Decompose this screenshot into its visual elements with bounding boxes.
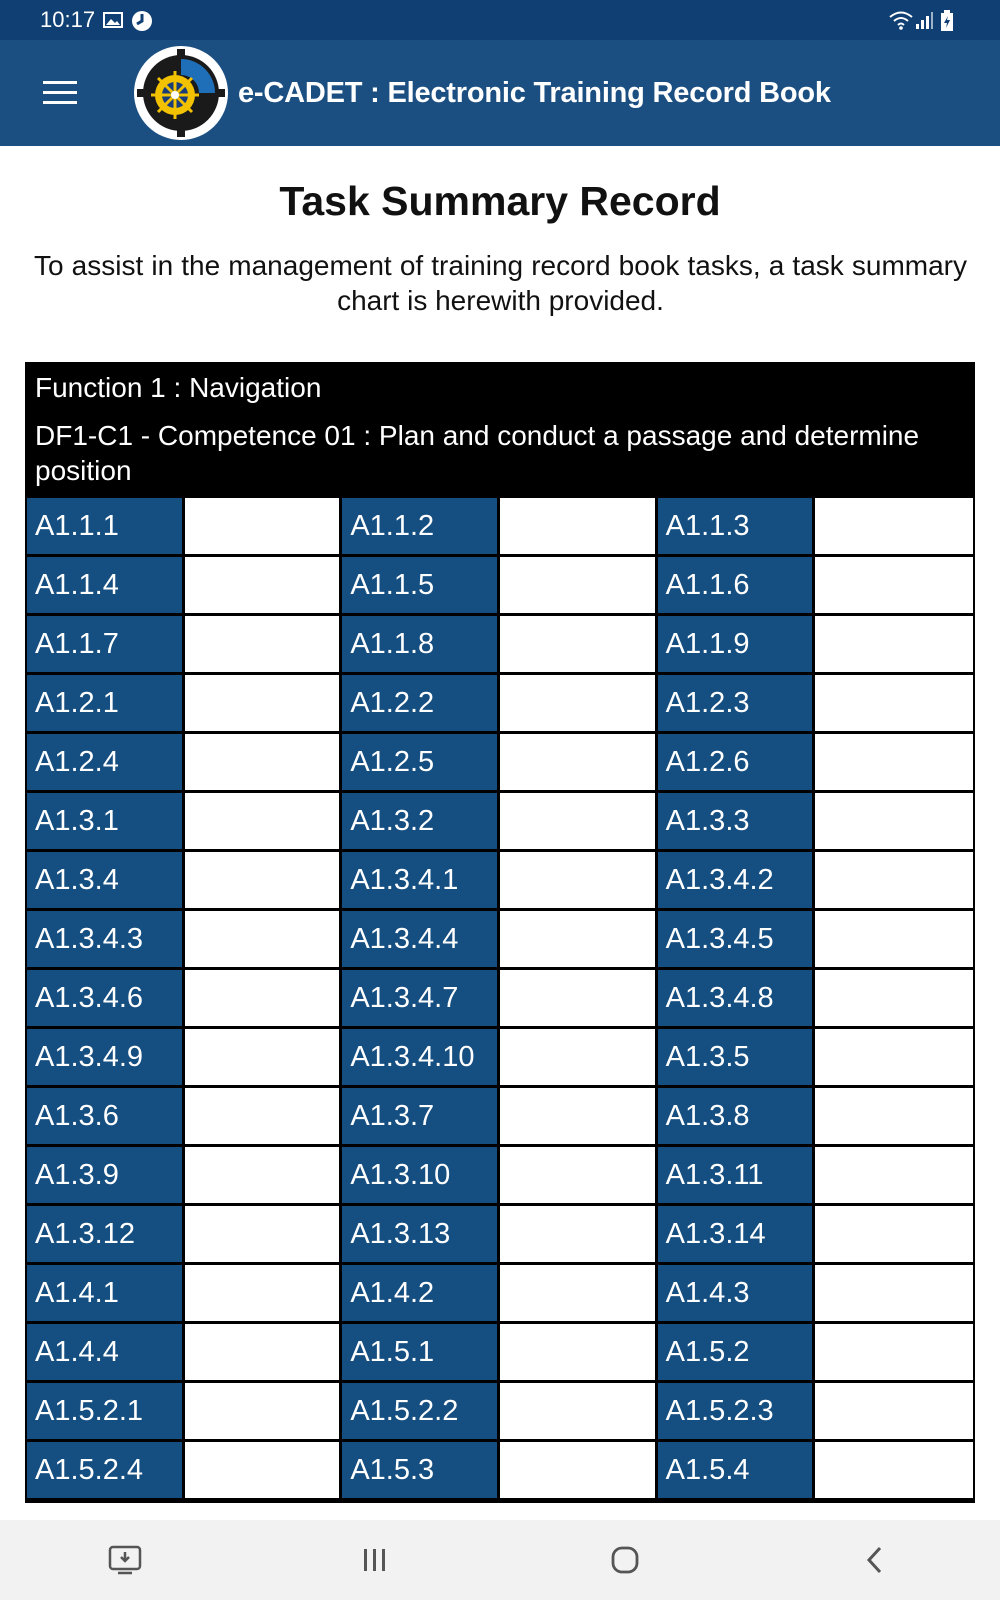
task-code-cell[interactable]: A1.3.4.4 [342,911,500,970]
app-logo [134,46,228,140]
task-code-cell[interactable]: A1.3.4.8 [658,970,816,1029]
task-code-cell[interactable]: A1.2.3 [658,675,816,734]
task-code-cell[interactable]: A1.2.1 [27,675,185,734]
task-status-cell[interactable] [185,1383,343,1442]
task-code-cell[interactable]: A1.1.4 [27,557,185,616]
task-status-cell[interactable] [185,1088,343,1147]
task-code-cell[interactable]: A1.1.6 [658,557,816,616]
task-status-cell[interactable] [500,557,658,616]
task-status-cell[interactable] [500,1265,658,1324]
system-nav-bar [0,1520,1000,1600]
screenshot-keyboard-icon[interactable] [90,1530,160,1590]
task-status-cell[interactable] [815,793,973,852]
task-code-cell[interactable]: A1.3.4.9 [27,1029,185,1088]
task-status-cell[interactable] [500,970,658,1029]
wifi-icon [888,10,908,30]
task-status-cell[interactable] [815,1206,973,1265]
task-code-cell[interactable]: A1.1.8 [342,616,500,675]
page-title: Task Summary Record [279,178,721,224]
task-code-cell[interactable]: A1.3.8 [658,1088,816,1147]
function-label: Function 1 : Navigation [35,372,322,403]
task-status-cell[interactable] [815,734,973,793]
task-code-cell[interactable]: A1.3.2 [342,793,500,852]
task-status-cell[interactable] [500,852,658,911]
task-code-cell[interactable]: A1.2.5 [342,734,500,793]
task-status-cell[interactable] [185,1029,343,1088]
task-code-cell[interactable]: A1.3.14 [658,1206,816,1265]
signal-icon [914,10,934,30]
task-status-cell[interactable] [185,852,343,911]
task-status-cell[interactable] [185,1442,343,1501]
task-code-cell[interactable]: A1.5.2 [658,1324,816,1383]
task-status-cell[interactable] [500,616,658,675]
task-code-cell[interactable]: A1.3.4.1 [342,852,500,911]
sync-icon [131,10,151,30]
task-code-cell[interactable]: A1.4.4 [27,1324,185,1383]
task-code-cell[interactable]: A1.4.1 [27,1265,185,1324]
task-code-cell[interactable]: A1.3.6 [27,1088,185,1147]
task-status-cell[interactable] [500,1383,658,1442]
table-header [27,362,973,498]
task-code-cell[interactable]: A1.3.4.2 [658,852,816,911]
task-status-cell[interactable] [815,1029,973,1088]
task-status-cell[interactable] [815,852,973,911]
task-code-cell[interactable]: A1.3.10 [342,1147,500,1206]
back-icon[interactable] [840,1530,910,1590]
home-icon[interactable] [590,1530,660,1590]
task-status-cell[interactable] [500,675,658,734]
task-status-cell[interactable] [185,1265,343,1324]
task-status-cell[interactable] [815,970,973,1029]
task-status-cell[interactable] [500,911,658,970]
task-status-cell[interactable] [815,1147,973,1206]
task-code-cell[interactable]: A1.3.13 [342,1206,500,1265]
task-code-cell[interactable]: A1.3.4.6 [27,970,185,1029]
task-status-cell[interactable] [185,498,343,557]
task-status-cell[interactable] [815,557,973,616]
task-status-cell[interactable] [185,557,343,616]
task-code-cell[interactable]: A1.1.1 [27,498,185,557]
task-status-cell[interactable] [815,1442,973,1501]
task-status-cell[interactable] [500,734,658,793]
task-status-cell[interactable] [815,675,973,734]
intro-text: To assist in the management of training record book tasks, a task summary chart is herewith provided. [34,250,967,316]
recent-apps-icon[interactable] [340,1530,410,1590]
task-status-cell[interactable] [185,675,343,734]
task-status-cell[interactable] [815,1088,973,1147]
task-code-cell[interactable]: A1.3.4.7 [342,970,500,1029]
task-status-cell[interactable] [185,793,343,852]
task-code-cell[interactable]: A1.3.9 [27,1147,185,1206]
task-code-cell[interactable]: A1.1.7 [27,616,185,675]
task-code-cell[interactable]: A1.5.2.4 [27,1442,185,1501]
task-status-cell[interactable] [185,1147,343,1206]
task-code-cell[interactable]: A1.3.4.3 [27,911,185,970]
status-bar [0,0,1000,40]
task-status-cell[interactable] [500,1206,658,1265]
task-code-cell[interactable]: A1.3.12 [27,1206,185,1265]
task-code-cell[interactable]: A1.3.5 [658,1029,816,1088]
task-status-cell[interactable] [185,734,343,793]
task-status-cell[interactable] [500,1088,658,1147]
task-status-cell[interactable] [500,1442,658,1501]
gallery-icon [103,10,123,30]
task-status-cell[interactable] [185,1324,343,1383]
task-code-cell[interactable]: A1.3.3 [658,793,816,852]
task-status-cell[interactable] [815,1324,973,1383]
task-code-cell[interactable]: A1.5.2.1 [27,1383,185,1442]
task-code-cell[interactable]: A1.5.2.2 [342,1383,500,1442]
task-grid [27,498,973,1501]
task-status-cell[interactable] [815,911,973,970]
task-status-cell[interactable] [500,1324,658,1383]
task-code-cell[interactable]: A1.5.4 [658,1442,816,1501]
task-code-cell[interactable]: A1.2.4 [27,734,185,793]
task-status-cell[interactable] [815,616,973,675]
task-code-cell[interactable]: A1.3.4.5 [658,911,816,970]
task-code-cell[interactable]: A1.1.3 [658,498,816,557]
task-code-cell[interactable]: A1.4.2 [342,1265,500,1324]
task-status-cell[interactable] [815,1383,973,1442]
task-code-cell[interactable]: A1.3.7 [342,1088,500,1147]
task-status-cell[interactable] [815,498,973,557]
task-code-cell[interactable]: A1.4.3 [658,1265,816,1324]
battery-icon [940,10,960,30]
task-code-cell[interactable]: A1.1.5 [342,557,500,616]
task-status-cell[interactable] [185,911,343,970]
task-code-cell[interactable]: A1.3.1 [27,793,185,852]
task-status-cell[interactable] [500,498,658,557]
task-code-cell[interactable]: A1.3.4.10 [342,1029,500,1088]
task-summary-table [25,362,975,1503]
task-code-cell[interactable]: A1.3.11 [658,1147,816,1206]
hamburger-menu-icon[interactable] [0,40,120,146]
task-code-cell[interactable]: A1.3.4 [27,852,185,911]
task-status-cell[interactable] [500,793,658,852]
task-status-cell[interactable] [185,970,343,1029]
app-title: e-CADET : Electronic Training Record Book [238,76,831,109]
task-code-cell[interactable]: A1.2.6 [658,734,816,793]
task-status-cell[interactable] [815,1265,973,1324]
task-status-cell[interactable] [500,1147,658,1206]
task-code-cell[interactable]: A1.5.3 [342,1442,500,1501]
task-code-cell[interactable]: A1.2.2 [342,675,500,734]
task-code-cell[interactable]: A1.1.2 [342,498,500,557]
app-bar [0,40,1000,146]
task-code-cell[interactable]: A1.5.1 [342,1324,500,1383]
task-code-cell[interactable]: A1.1.9 [658,616,816,675]
task-code-cell[interactable]: A1.5.2.3 [658,1383,816,1442]
task-status-cell[interactable] [500,1029,658,1088]
task-status-cell[interactable] [185,1206,343,1265]
status-time: 10:17 [40,7,96,32]
task-status-cell[interactable] [185,616,343,675]
competence-label: DF1-C1 - Competence 01 : Plan and conduct a passage and determine position [35,420,920,486]
